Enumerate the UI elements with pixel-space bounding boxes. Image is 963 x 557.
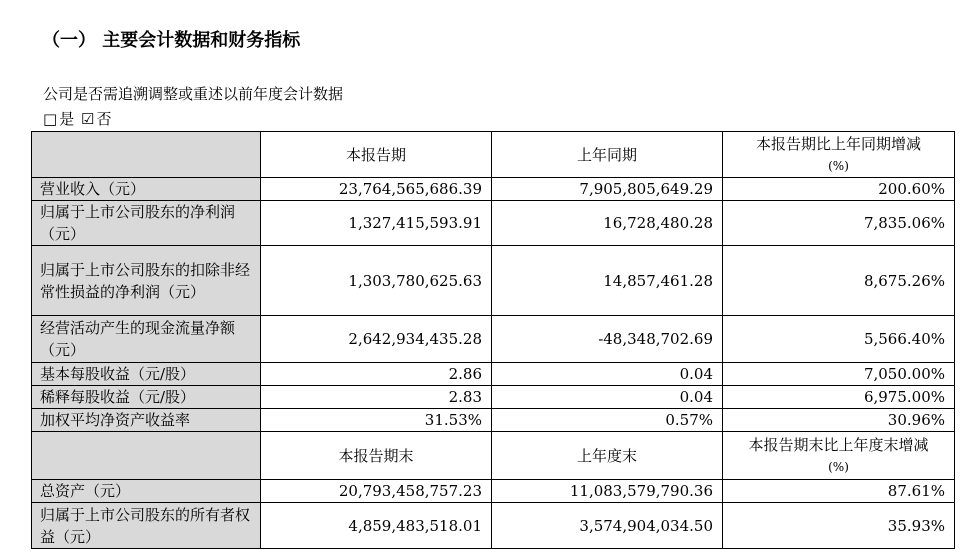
table-row <box>32 386 955 409</box>
header-prior-period: 上年同期 <box>492 132 723 178</box>
option-no-label: 否 <box>96 110 112 128</box>
table-header-row-period-end <box>32 432 955 480</box>
change-value: 30.96% <box>723 409 955 432</box>
checkbox-yes-icon: □ <box>43 110 58 128</box>
table-row <box>32 503 955 549</box>
current-value: 31.53% <box>261 409 492 432</box>
checkbox-no-checked-icon: ☑ <box>80 110 95 128</box>
table-row <box>32 409 955 432</box>
current-value: 23,764,565,686.39 <box>261 178 492 201</box>
prior-value: 0.04 <box>492 363 723 386</box>
row-label: 营业收入（元） <box>32 178 261 201</box>
table-header-row-period <box>32 132 955 178</box>
change-value: 87.61% <box>723 480 955 503</box>
row-label: 归属于上市公司股东的净利润（元） <box>32 201 261 246</box>
table-row <box>32 316 955 363</box>
row-label: 经营活动产生的现金流量净额（元） <box>32 316 261 363</box>
row-label: 加权平均净资产收益率 <box>32 409 261 432</box>
table-row <box>32 246 955 316</box>
header-change-period-end: 本报告期末比上年度末增减 (%) <box>723 432 955 480</box>
current-value: 1,303,780,625.63 <box>261 246 492 316</box>
current-value: 4,859,483,518.01 <box>261 503 492 549</box>
change-value: 7,835.06% <box>723 201 955 246</box>
row-label: 总资产（元） <box>32 480 261 503</box>
row-label: 归属于上市公司股东的所有者权益（元） <box>32 503 261 549</box>
row-label: 稀释每股收益（元/股） <box>32 386 261 409</box>
header-prior-year-end: 上年度末 <box>492 432 723 480</box>
prior-value: 3,574,904,034.50 <box>492 503 723 549</box>
prior-value: 0.04 <box>492 386 723 409</box>
header-blank-cell <box>32 132 261 178</box>
header-current-period-end: 本报告期末 <box>261 432 492 480</box>
change-value: 5,566.40% <box>723 316 955 363</box>
option-yes-label: 是 <box>59 110 75 128</box>
header-change: 本报告期比上年同期增减 (%) <box>723 132 955 178</box>
current-value: 1,327,415,593.91 <box>261 201 492 246</box>
table-row <box>32 480 955 503</box>
restate-question: 公司是否需追溯调整或重述以前年度会计数据 <box>43 85 344 103</box>
header-current-period: 本报告期 <box>261 132 492 178</box>
current-value: 2,642,934,435.28 <box>261 316 492 363</box>
prior-value: 14,857,461.28 <box>492 246 723 316</box>
header-blank-cell <box>32 432 261 480</box>
section-title: （一） 主要会计数据和财务指标 <box>42 30 301 51</box>
change-value: 35.93% <box>723 503 955 549</box>
prior-value: 16,728,480.28 <box>492 201 723 246</box>
table-row <box>32 178 955 201</box>
change-value: 7,050.00% <box>723 363 955 386</box>
prior-value: -48,348,702.69 <box>492 316 723 363</box>
change-value: 200.60% <box>723 178 955 201</box>
current-value: 2.83 <box>261 386 492 409</box>
current-value: 2.86 <box>261 363 492 386</box>
prior-value: 0.57% <box>492 409 723 432</box>
change-value: 6,975.00% <box>723 386 955 409</box>
key-financial-data-table <box>31 131 955 549</box>
change-value: 8,675.26% <box>723 246 955 316</box>
current-value: 20,793,458,757.23 <box>261 480 492 503</box>
prior-value: 7,905,805,649.29 <box>492 178 723 201</box>
restate-options <box>43 108 113 129</box>
table-row <box>32 363 955 386</box>
row-label: 基本每股收益（元/股） <box>32 363 261 386</box>
prior-value: 11,083,579,790.36 <box>492 480 723 503</box>
table-row <box>32 201 955 246</box>
row-label: 归属于上市公司股东的扣除非经常性损益的净利润（元） <box>32 246 261 316</box>
